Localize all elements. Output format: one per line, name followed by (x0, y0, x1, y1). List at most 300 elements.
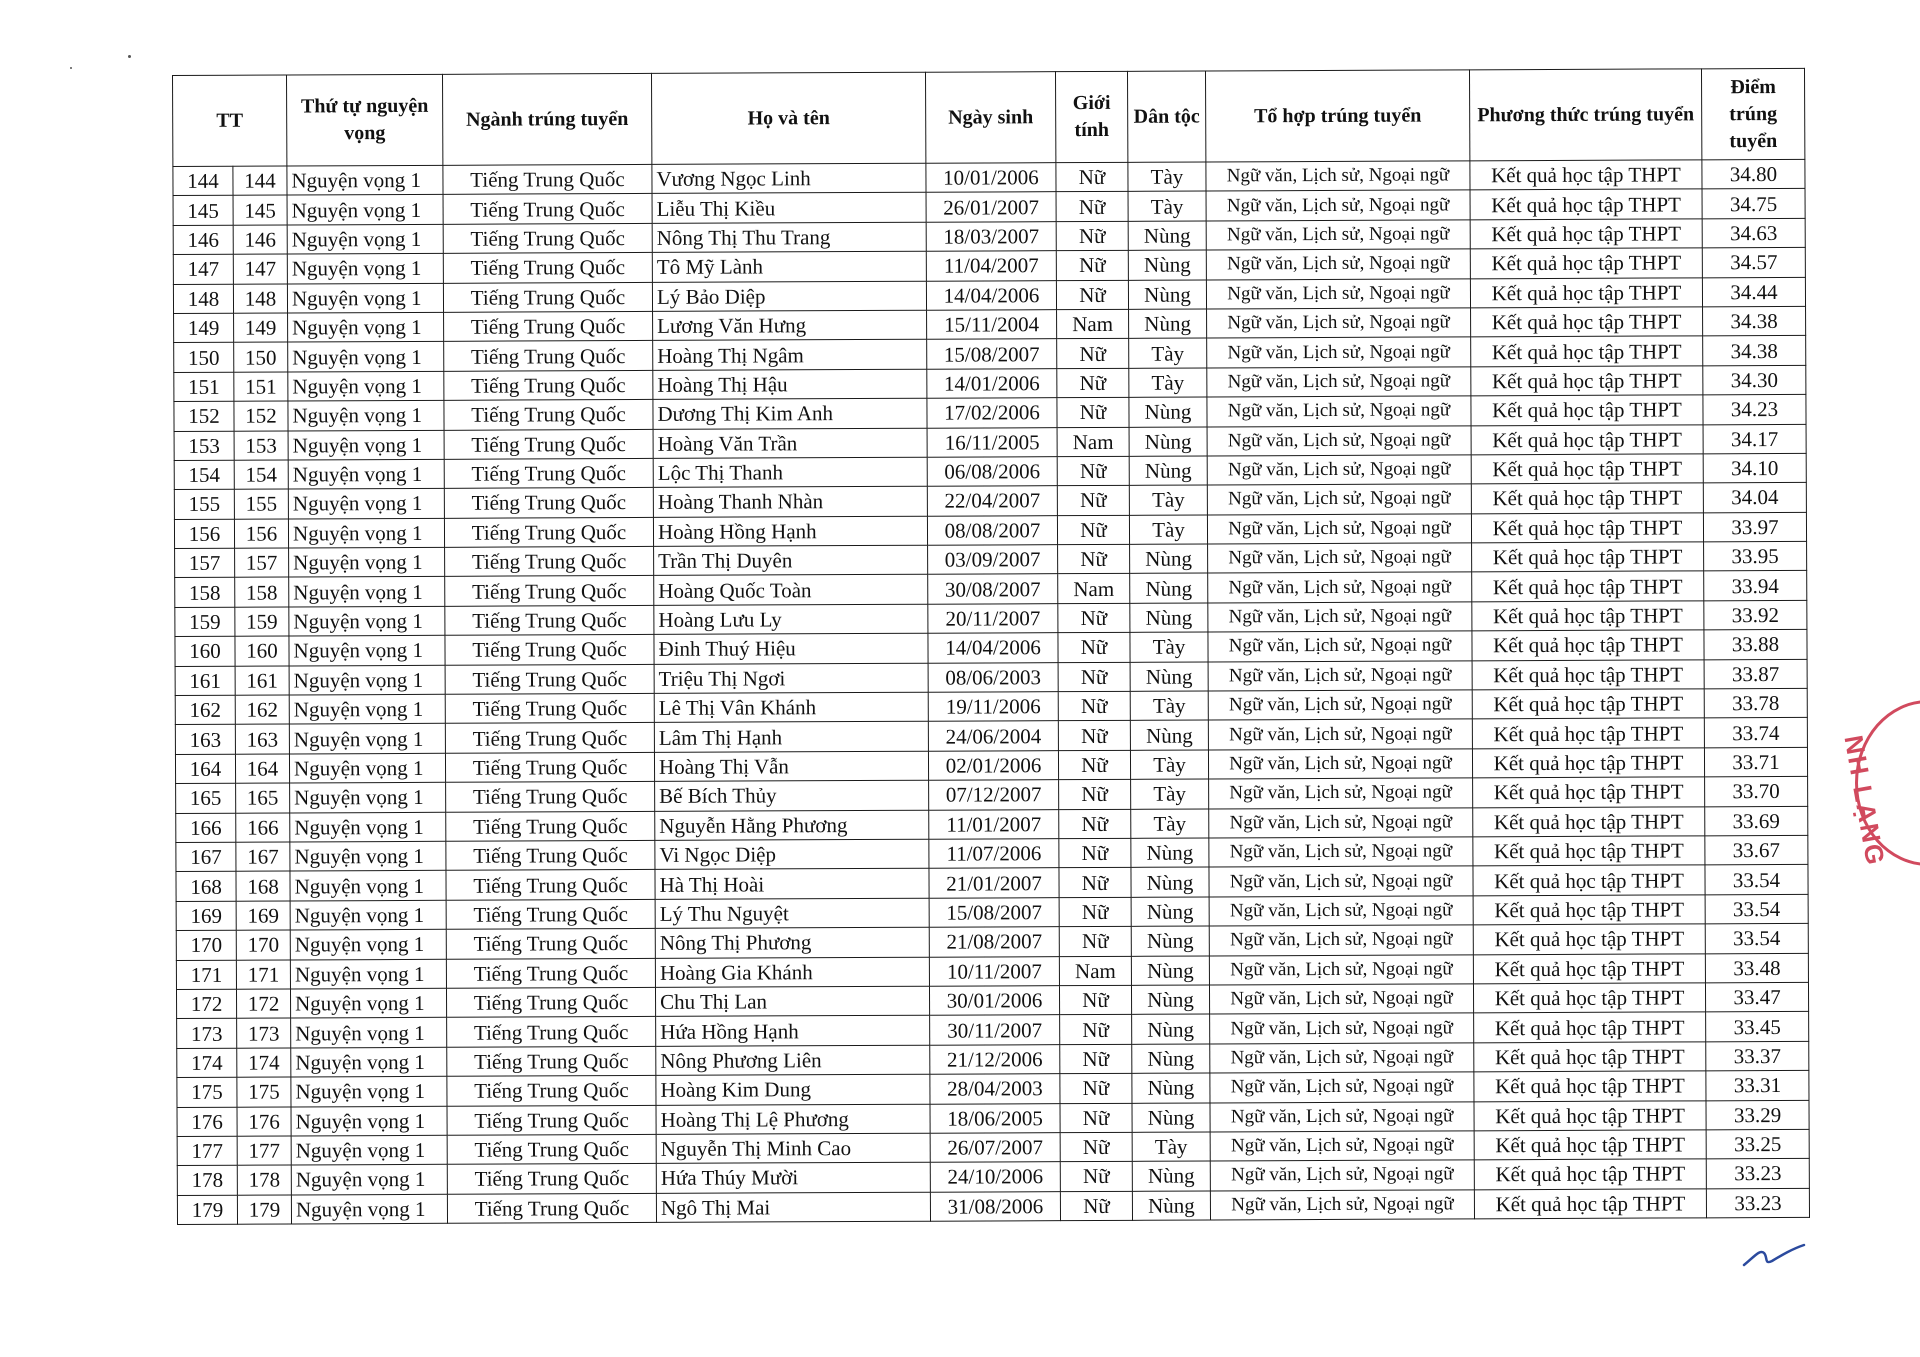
cell-ho-va-ten: Ngô Thị Mai (656, 1192, 930, 1223)
cell-phuong-thuc: Kết quả học tập THPT (1471, 483, 1703, 513)
cell-nganh-trung-tuyen: Tiếng Trung Quốc (444, 341, 653, 371)
cell-stt: 144 (173, 166, 233, 196)
cell-gioi-tinh: Nữ (1059, 897, 1131, 927)
cell-dan-toc: Nùng (1129, 427, 1207, 457)
cell-to-hop: Ngữ văn, Lịch sử, Ngoại ngữ (1209, 954, 1473, 985)
cell-dan-toc: Nùng (1132, 1191, 1210, 1221)
cell-ho-va-ten: Hoàng Thị Vẫn (654, 751, 928, 782)
cell-diem: 34.38 (1703, 306, 1806, 336)
cell-to-hop: Ngữ văn, Lịch sử, Ngoại ngữ (1208, 602, 1472, 633)
cell-phuong-thuc: Kết quả học tập THPT (1473, 836, 1705, 866)
cell-stt: 165 (176, 783, 236, 813)
cell-thu-tu-nguyen-vong: Nguyện vọng 1 (291, 1076, 447, 1106)
cell-ma: 150 (234, 342, 288, 372)
cell-ngay-sinh: 15/08/2007 (927, 339, 1057, 369)
header-dan-toc: Dân tộc (1127, 71, 1205, 162)
cell-to-hop: Ngữ văn, Lịch sử, Ngoại ngữ (1208, 660, 1472, 691)
header-gioi-tinh: Giới tính (1055, 71, 1127, 162)
cell-diem: 33.37 (1706, 1041, 1809, 1071)
cell-nganh-trung-tuyen: Tiếng Trung Quốc (447, 1193, 656, 1223)
cell-ngay-sinh: 10/01/2006 (926, 163, 1056, 193)
cell-diem: 33.95 (1704, 541, 1807, 571)
cell-stt: 158 (175, 578, 235, 608)
cell-nganh-trung-tuyen: Tiếng Trung Quốc (445, 635, 654, 665)
table-body (173, 159, 1810, 1224)
cell-stt: 152 (174, 401, 234, 431)
cell-ngay-sinh: 06/08/2006 (927, 457, 1057, 487)
cell-ma: 160 (235, 636, 289, 666)
cell-phuong-thuc: Kết quả học tập THPT (1473, 983, 1705, 1013)
cell-ma: 153 (234, 431, 288, 461)
cell-gioi-tinh: Nữ (1057, 339, 1129, 369)
cell-to-hop: Ngữ văn, Lịch sử, Ngoại ngữ (1209, 837, 1473, 868)
cell-diem: 33.92 (1704, 600, 1807, 630)
cell-thu-tu-nguyen-vong: Nguyện vọng 1 (288, 342, 444, 372)
cell-phuong-thuc: Kết quả học tập THPT (1473, 895, 1705, 925)
cell-gioi-tinh: Nữ (1058, 691, 1130, 721)
cell-gioi-tinh: Nữ (1058, 544, 1130, 574)
cell-gioi-tinh: Nữ (1060, 1132, 1132, 1162)
cell-gioi-tinh: Nữ (1058, 662, 1130, 692)
cell-to-hop: Ngữ văn, Lịch sử, Ngoại ngữ (1207, 308, 1471, 339)
cell-ma: 161 (235, 666, 289, 696)
cell-to-hop: Ngữ văn, Lịch sử, Ngoại ngữ (1207, 425, 1471, 456)
cell-dan-toc: Nùng (1131, 985, 1209, 1015)
cell-diem: 34.80 (1702, 159, 1805, 189)
cell-ngay-sinh: 11/04/2007 (926, 251, 1056, 281)
cell-to-hop: Ngữ văn, Lịch sử, Ngoại ngữ (1210, 1101, 1474, 1132)
cell-thu-tu-nguyen-vong: Nguyện vọng 1 (288, 430, 444, 460)
cell-gioi-tinh: Nam (1057, 427, 1129, 457)
cell-to-hop: Ngữ văn, Lịch sử, Ngoại ngữ (1206, 278, 1470, 309)
cell-ngay-sinh: 08/06/2003 (928, 662, 1058, 692)
cell-gioi-tinh: Nữ (1059, 780, 1131, 810)
cell-ho-va-ten: Dương Thị Kim Anh (653, 398, 927, 429)
cell-phuong-thuc: Kết quả học tập THPT (1471, 454, 1703, 484)
cell-to-hop: Ngữ văn, Lịch sử, Ngoại ngữ (1209, 925, 1473, 956)
cell-to-hop: Ngữ văn, Lịch sử, Ngoại ngữ (1207, 337, 1471, 368)
cell-dan-toc: Nùng (1131, 897, 1209, 927)
cell-ma: 154 (234, 460, 288, 490)
cell-nganh-trung-tuyen: Tiếng Trung Quốc (447, 1105, 656, 1135)
cell-phuong-thuc: Kết quả học tập THPT (1470, 248, 1702, 278)
cell-diem: 33.74 (1704, 718, 1807, 748)
cell-dan-toc: Tày (1128, 191, 1206, 221)
cell-gioi-tinh: Nữ (1057, 368, 1129, 398)
cell-thu-tu-nguyen-vong: Nguyện vọng 1 (290, 871, 446, 901)
cell-nganh-trung-tuyen: Tiếng Trung Quốc (444, 370, 653, 400)
header-tt: TT (173, 75, 287, 166)
cell-nganh-trung-tuyen: Tiếng Trung Quốc (446, 782, 655, 812)
cell-ma: 177 (237, 1136, 291, 1166)
cell-gioi-tinh: Nữ (1056, 162, 1128, 192)
cell-thu-tu-nguyen-vong: Nguyện vọng 1 (287, 283, 443, 313)
cell-stt: 173 (177, 1019, 237, 1049)
cell-gioi-tinh: Nữ (1058, 633, 1130, 663)
cell-ma: 179 (237, 1195, 291, 1225)
cell-gioi-tinh: Nữ (1059, 838, 1131, 868)
cell-to-hop: Ngữ văn, Lịch sử, Ngoại ngữ (1208, 631, 1472, 662)
cell-ngay-sinh: 28/04/2003 (930, 1074, 1060, 1104)
cell-to-hop: Ngữ văn, Lịch sử, Ngoại ngữ (1206, 249, 1470, 280)
cell-ho-va-ten: Trần Thị Duyên (654, 545, 928, 576)
cell-phuong-thuc: Kết quả học tập THPT (1472, 659, 1704, 689)
cell-ho-va-ten: Hoàng Thị Hậu (653, 369, 927, 400)
cell-dan-toc: Nùng (1132, 1161, 1210, 1191)
header-ngay-sinh: Ngày sinh (925, 72, 1055, 164)
cell-phuong-thuc: Kết quả học tập THPT (1473, 777, 1705, 807)
cell-dan-toc: Nùng (1131, 956, 1209, 986)
cell-to-hop: Ngữ văn, Lịch sử, Ngoại ngữ (1207, 455, 1471, 486)
cell-ngay-sinh: 31/08/2006 (930, 1191, 1060, 1221)
cell-thu-tu-nguyen-vong: Nguyện vọng 1 (290, 783, 446, 813)
cell-ngay-sinh: 15/11/2004 (927, 310, 1057, 340)
cell-ma: 144 (233, 166, 287, 196)
cell-nganh-trung-tuyen: Tiếng Trung Quốc (443, 164, 652, 194)
scan-speck (70, 67, 72, 69)
cell-phuong-thuc: Kết quả học tập THPT (1472, 630, 1704, 660)
cell-gioi-tinh: Nữ (1060, 1103, 1132, 1133)
cell-dan-toc: Nùng (1130, 603, 1208, 633)
cell-diem: 34.38 (1703, 336, 1806, 366)
cell-ho-va-ten: Hoàng Thị Lệ Phương (656, 1104, 930, 1135)
cell-thu-tu-nguyen-vong: Nguyện vọng 1 (290, 841, 446, 871)
cell-to-hop: Ngữ văn, Lịch sử, Ngoại ngữ (1210, 1131, 1474, 1162)
cell-thu-tu-nguyen-vong: Nguyện vọng 1 (287, 253, 443, 283)
cell-ho-va-ten: Bế Bích Thủy (655, 780, 929, 811)
cell-gioi-tinh: Nữ (1060, 1162, 1132, 1192)
cell-thu-tu-nguyen-vong: Nguyện vọng 1 (291, 1165, 447, 1195)
cell-stt: 160 (175, 636, 235, 666)
cell-dan-toc: Tày (1129, 338, 1207, 368)
cell-ho-va-ten: Hoàng Thị Ngâm (653, 340, 927, 371)
cell-dan-toc: Nùng (1132, 1014, 1210, 1044)
cell-nganh-trung-tuyen: Tiếng Trung Quốc (444, 488, 653, 518)
cell-ma: 146 (233, 225, 287, 255)
cell-ho-va-ten: Lương Văn Hưng (653, 310, 927, 341)
cell-stt: 162 (175, 695, 235, 725)
cell-diem: 34.23 (1703, 394, 1806, 424)
cell-ho-va-ten: Hoàng Văn Trần (653, 428, 927, 459)
cell-diem: 34.30 (1703, 365, 1806, 395)
cell-gioi-tinh: Nam (1059, 956, 1131, 986)
cell-to-hop: Ngữ văn, Lịch sử, Ngoại ngữ (1208, 719, 1472, 750)
cell-stt: 169 (176, 901, 236, 931)
cell-nganh-trung-tuyen: Tiếng Trung Quốc (446, 870, 655, 900)
cell-ma: 174 (237, 1048, 291, 1078)
cell-stt: 178 (177, 1166, 237, 1196)
cell-ngay-sinh: 18/06/2005 (930, 1103, 1060, 1133)
cell-thu-tu-nguyen-vong: Nguyện vọng 1 (291, 1194, 447, 1224)
admission-results-table (172, 68, 1810, 1225)
cell-stt: 151 (174, 372, 234, 402)
cell-ngay-sinh: 07/12/2007 (929, 780, 1059, 810)
cell-ngay-sinh: 24/06/2004 (928, 721, 1058, 751)
cell-dan-toc: Tày (1130, 750, 1208, 780)
cell-stt: 159 (175, 607, 235, 637)
cell-nganh-trung-tuyen: Tiếng Trung Quốc (446, 840, 655, 870)
cell-ho-va-ten: Hoàng Lưu Ly (654, 604, 928, 635)
cell-diem: 33.54 (1705, 894, 1808, 924)
cell-stt: 172 (176, 989, 236, 1019)
cell-gioi-tinh: Nữ (1059, 926, 1131, 956)
cell-gioi-tinh: Nữ (1057, 486, 1129, 516)
cell-ngay-sinh: 16/11/2005 (927, 427, 1057, 457)
cell-gioi-tinh: Nữ (1058, 750, 1130, 780)
cell-to-hop: Ngữ văn, Lịch sử, Ngoại ngữ (1209, 866, 1473, 897)
cell-stt: 161 (175, 666, 235, 696)
cell-to-hop: Ngữ văn, Lịch sử, Ngoại ngữ (1206, 220, 1470, 251)
cell-to-hop: Ngữ văn, Lịch sử, Ngoại ngữ (1208, 749, 1472, 780)
cell-phuong-thuc: Kết quả học tập THPT (1470, 219, 1702, 249)
cell-nganh-trung-tuyen: Tiếng Trung Quốc (447, 1046, 656, 1076)
cell-to-hop: Ngữ văn, Lịch sử, Ngoại ngữ (1207, 514, 1471, 545)
table-header-row (173, 68, 1805, 166)
cell-ho-va-ten: Lộc Thị Thanh (653, 457, 927, 488)
cell-ma: 172 (236, 989, 290, 1019)
cell-dan-toc: Tày (1130, 691, 1208, 721)
cell-ma: 148 (233, 284, 287, 314)
cell-phuong-thuc: Kết quả học tập THPT (1471, 395, 1703, 425)
cell-thu-tu-nguyen-vong: Nguyện vọng 1 (289, 577, 445, 607)
cell-diem: 33.54 (1705, 865, 1808, 895)
cell-stt: 176 (177, 1107, 237, 1137)
cell-ma: 163 (235, 724, 289, 754)
cell-gioi-tinh: Nữ (1059, 868, 1131, 898)
cell-to-hop: Ngữ văn, Lịch sử, Ngoại ngữ (1209, 984, 1473, 1015)
header-phuong-thuc-trung-tuyen: Phương thức trúng tuyển (1469, 69, 1701, 161)
cell-thu-tu-nguyen-vong: Nguyện vọng 1 (291, 1018, 447, 1048)
cell-diem: 34.10 (1703, 453, 1806, 483)
cell-ma: 151 (234, 372, 288, 402)
header-thu-tu-nguyen-vong: Thứ tự nguyện vọng (287, 74, 443, 166)
cell-diem: 34.17 (1703, 424, 1806, 454)
cell-gioi-tinh: Nữ (1058, 603, 1130, 633)
cell-nganh-trung-tuyen: Tiếng Trung Quốc (443, 282, 652, 312)
cell-nganh-trung-tuyen: Tiếng Trung Quốc (447, 1017, 656, 1047)
cell-nganh-trung-tuyen: Tiếng Trung Quốc (447, 1164, 656, 1194)
cell-phuong-thuc: Kết quả học tập THPT (1471, 336, 1703, 366)
cell-phuong-thuc: Kết quả học tập THPT (1474, 1100, 1706, 1130)
cell-ma: 168 (236, 871, 290, 901)
cell-thu-tu-nguyen-vong: Nguyện vọng 1 (289, 606, 445, 636)
cell-ma: 176 (237, 1106, 291, 1136)
cell-nganh-trung-tuyen: Tiếng Trung Quốc (445, 576, 654, 606)
cell-ma: 162 (235, 695, 289, 725)
cell-stt: 149 (174, 313, 234, 343)
cell-ma: 164 (235, 754, 289, 784)
cell-dan-toc: Nùng (1132, 1102, 1210, 1132)
cell-diem: 33.54 (1705, 924, 1808, 954)
cell-phuong-thuc: Kết quả học tập THPT (1471, 307, 1703, 337)
cell-phuong-thuc: Kết quả học tập THPT (1472, 571, 1704, 601)
cell-ngay-sinh: 30/01/2006 (929, 986, 1059, 1016)
cell-to-hop: Ngữ văn, Lịch sử, Ngoại ngữ (1206, 190, 1470, 221)
cell-ma: 147 (233, 254, 287, 284)
cell-ngay-sinh: 19/11/2006 (928, 692, 1058, 722)
cell-gioi-tinh: Nữ (1060, 1044, 1132, 1074)
cell-stt: 174 (177, 1048, 237, 1078)
cell-ho-va-ten: Hà Thị Hoài (655, 869, 929, 900)
cell-dan-toc: Nùng (1132, 1044, 1210, 1074)
cell-ngay-sinh: 11/07/2006 (929, 839, 1059, 869)
signature-mark (1740, 1235, 1810, 1275)
cell-thu-tu-nguyen-vong: Nguyện vọng 1 (288, 459, 444, 489)
cell-thu-tu-nguyen-vong: Nguyện vọng 1 (290, 988, 446, 1018)
cell-ho-va-ten: Hoàng Gia Khánh (655, 957, 929, 988)
cell-gioi-tinh: Nam (1058, 574, 1130, 604)
cell-ngay-sinh: 30/08/2007 (928, 574, 1058, 604)
cell-thu-tu-nguyen-vong: Nguyện vọng 1 (288, 400, 444, 430)
cell-dan-toc: Nùng (1130, 662, 1208, 692)
cell-dan-toc: Nùng (1128, 280, 1206, 310)
cell-ma: 178 (237, 1165, 291, 1195)
cell-gioi-tinh: Nữ (1057, 397, 1129, 427)
cell-gioi-tinh: Nữ (1056, 280, 1128, 310)
cell-stt: 157 (175, 548, 235, 578)
cell-gioi-tinh: Nữ (1057, 515, 1129, 545)
cell-phuong-thuc: Kết quả học tập THPT (1472, 689, 1704, 719)
cell-dan-toc: Nùng (1128, 221, 1206, 251)
cell-diem: 33.70 (1705, 777, 1808, 807)
cell-ho-va-ten: Nguyễn Thị Minh Cao (656, 1133, 930, 1164)
cell-phuong-thuc: Kết quả học tập THPT (1474, 1159, 1706, 1189)
cell-diem: 33.78 (1704, 688, 1807, 718)
cell-thu-tu-nguyen-vong: Nguyện vọng 1 (288, 489, 444, 519)
cell-ngay-sinh: 08/08/2007 (927, 515, 1057, 545)
cell-thu-tu-nguyen-vong: Nguyện vọng 1 (288, 518, 444, 548)
cell-nganh-trung-tuyen: Tiếng Trung Quốc (445, 664, 654, 694)
cell-dan-toc: Tày (1131, 779, 1209, 809)
cell-thu-tu-nguyen-vong: Nguyện vọng 1 (291, 1047, 447, 1077)
header-diem-trung-tuyen: Điểm trúng tuyển (1701, 68, 1804, 159)
cell-diem: 33.23 (1706, 1188, 1809, 1218)
cell-stt: 150 (174, 343, 234, 373)
cell-stt: 168 (176, 872, 236, 902)
cell-thu-tu-nguyen-vong: Nguyện vọng 1 (289, 636, 445, 666)
cell-stt: 171 (176, 960, 236, 990)
cell-phuong-thuc: Kết quả học tập THPT (1470, 277, 1702, 307)
cell-ma: 157 (235, 548, 289, 578)
cell-ma: 152 (234, 401, 288, 431)
cell-gioi-tinh: Nữ (1060, 1073, 1132, 1103)
admission-results-table-wrapper (172, 68, 1809, 1225)
cell-ho-va-ten: Vương Ngọc Linh (652, 163, 926, 194)
cell-ho-va-ten: Lý Bảo Diệp (652, 281, 926, 312)
cell-dan-toc: Nùng (1129, 309, 1207, 339)
cell-nganh-trung-tuyen: Tiếng Trung Quốc (446, 987, 655, 1017)
cell-thu-tu-nguyen-vong: Nguyện vọng 1 (288, 312, 444, 342)
cell-ngay-sinh: 14/01/2006 (927, 368, 1057, 398)
cell-diem: 34.04 (1703, 483, 1806, 513)
cell-dan-toc: Tày (1129, 485, 1207, 515)
cell-ngay-sinh: 24/10/2006 (930, 1162, 1060, 1192)
cell-diem: 33.87 (1704, 659, 1807, 689)
cell-thu-tu-nguyen-vong: Nguyện vọng 1 (290, 812, 446, 842)
cell-stt: 156 (174, 519, 234, 549)
cell-phuong-thuc: Kết quả học tập THPT (1472, 542, 1704, 572)
cell-stt: 175 (177, 1077, 237, 1107)
cell-ma: 173 (237, 1018, 291, 1048)
cell-ma: 158 (235, 577, 289, 607)
cell-to-hop: Ngữ văn, Lịch sử, Ngoại ngữ (1209, 896, 1473, 927)
cell-dan-toc: Tày (1129, 515, 1207, 545)
cell-diem: 33.45 (1706, 1012, 1809, 1042)
cell-stt: 164 (175, 754, 235, 784)
cell-ngay-sinh: 20/11/2007 (928, 603, 1058, 633)
cell-diem: 33.25 (1706, 1129, 1809, 1159)
cell-phuong-thuc: Kết quả học tập THPT (1473, 865, 1705, 895)
cell-thu-tu-nguyen-vong: Nguyện vọng 1 (287, 224, 443, 254)
scan-speck (128, 55, 131, 58)
cell-thu-tu-nguyen-vong: Nguyện vọng 1 (291, 1106, 447, 1136)
cell-diem: 33.48 (1705, 953, 1808, 983)
cell-ma: 169 (236, 901, 290, 931)
cell-ngay-sinh: 15/08/2007 (929, 897, 1059, 927)
cell-phuong-thuc: Kết quả học tập THPT (1471, 366, 1703, 396)
cell-diem: 34.63 (1702, 218, 1805, 248)
cell-stt: 147 (173, 254, 233, 284)
cell-diem: 34.44 (1702, 277, 1805, 307)
cell-phuong-thuc: Kết quả học tập THPT (1473, 806, 1705, 836)
cell-ho-va-ten: Lý Thu Nguyệt (655, 898, 929, 929)
cell-ho-va-ten: Hứa Thúy Mười (656, 1162, 930, 1193)
cell-thu-tu-nguyen-vong: Nguyện vọng 1 (290, 959, 446, 989)
cell-ma: 155 (234, 489, 288, 519)
cell-nganh-trung-tuyen: Tiếng Trung Quốc (446, 958, 655, 988)
cell-diem: 33.88 (1704, 630, 1807, 660)
cell-stt: 148 (173, 284, 233, 314)
cell-thu-tu-nguyen-vong: Nguyện vọng 1 (289, 665, 445, 695)
cell-nganh-trung-tuyen: Tiếng Trung Quốc (445, 546, 654, 576)
cell-phuong-thuc: Kết quả học tập THPT (1470, 189, 1702, 219)
cell-ho-va-ten: Hứa Hồng Hạnh (656, 1016, 930, 1047)
cell-dan-toc: Nùng (1129, 456, 1207, 486)
cell-phuong-thuc: Kết quả học tập THPT (1474, 1188, 1706, 1218)
cell-thu-tu-nguyen-vong: Nguyện vọng 1 (289, 547, 445, 577)
cell-gioi-tinh: Nữ (1056, 251, 1128, 281)
cell-nganh-trung-tuyen: Tiếng Trung Quốc (443, 223, 652, 253)
cell-dan-toc: Nùng (1129, 397, 1207, 427)
cell-ho-va-ten: Nông Phương Liên (656, 1045, 930, 1076)
cell-nganh-trung-tuyen: Tiếng Trung Quốc (443, 253, 652, 283)
cell-nganh-trung-tuyen: Tiếng Trung Quốc (444, 429, 653, 459)
cell-ma: 170 (236, 930, 290, 960)
cell-diem: 33.47 (1705, 982, 1808, 1012)
cell-ngay-sinh: 21/01/2007 (929, 868, 1059, 898)
cell-dan-toc: Tày (1128, 162, 1206, 192)
cell-ma: 171 (236, 960, 290, 990)
cell-diem: 34.75 (1702, 189, 1805, 219)
cell-phuong-thuc: Kết quả học tập THPT (1474, 1071, 1706, 1101)
cell-stt: 163 (175, 725, 235, 755)
cell-to-hop: Ngữ văn, Lịch sử, Ngoại ngữ (1209, 807, 1473, 838)
cell-ngay-sinh: 22/04/2007 (927, 486, 1057, 516)
cell-dan-toc: Tày (1131, 809, 1209, 839)
cell-ngay-sinh: 21/12/2006 (930, 1044, 1060, 1074)
cell-ma: 156 (234, 519, 288, 549)
cell-ho-va-ten: Lê Thị Vân Khánh (654, 692, 928, 723)
cell-nganh-trung-tuyen: Tiếng Trung Quốc (443, 194, 652, 224)
cell-to-hop: Ngữ văn, Lịch sử, Ngoại ngữ (1207, 484, 1471, 515)
stamp-text: NH LẠNG (1838, 733, 1891, 869)
cell-nganh-trung-tuyen: Tiếng Trung Quốc (446, 929, 655, 959)
cell-nganh-trung-tuyen: Tiếng Trung Quốc (444, 400, 653, 430)
cell-thu-tu-nguyen-vong: Nguyện vọng 1 (290, 929, 446, 959)
cell-ngay-sinh: 11/01/2007 (929, 809, 1059, 839)
cell-ngay-sinh: 10/11/2007 (929, 956, 1059, 986)
cell-phuong-thuc: Kết quả học tập THPT (1472, 748, 1704, 778)
